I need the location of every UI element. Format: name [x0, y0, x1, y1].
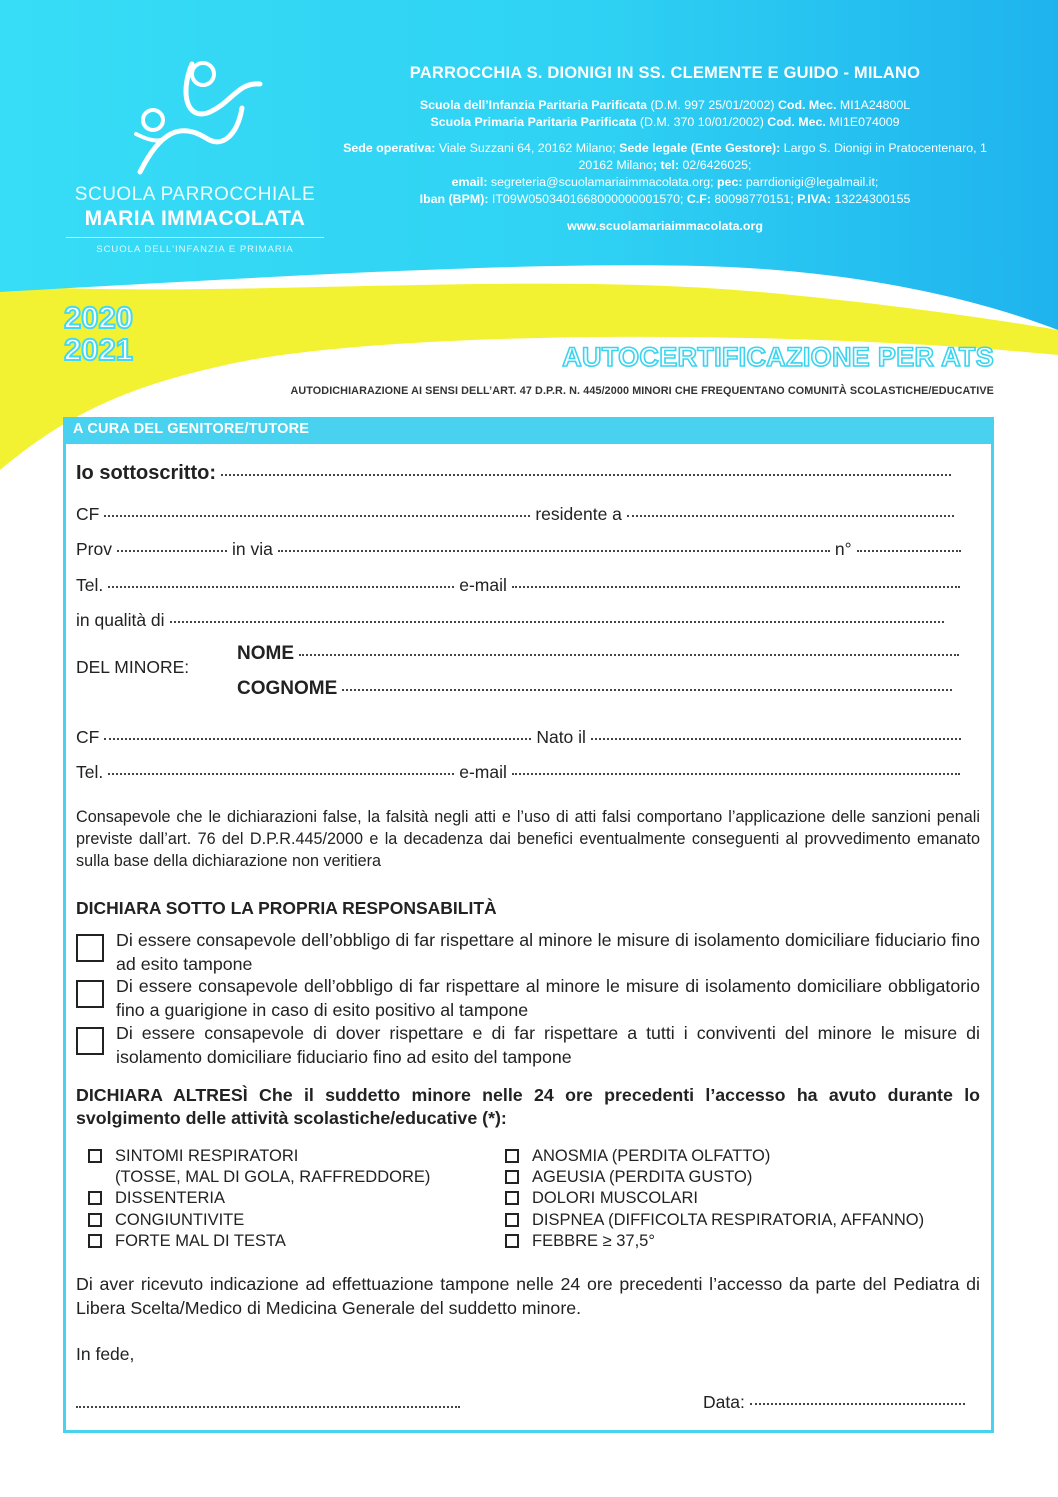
symptom-label: ANOSMIA (PERDITA OLFATTO) [532, 1147, 771, 1165]
document-title: AUTOCERTIFICAZIONE PER ATS [562, 342, 994, 372]
symptom-label: CONGIUNTIVITE [115, 1211, 245, 1229]
pec-value: parrdionigi@legalmail.it; [742, 175, 879, 189]
tel-label: ; tel: [652, 158, 680, 172]
tel-email-row [76, 575, 965, 596]
tel-minore-field[interactable] [108, 771, 454, 775]
signature-field[interactable] [76, 1398, 460, 1408]
dancing-figures-icon [120, 52, 270, 180]
data-label: Data: [703, 1392, 745, 1412]
in-fede-label: In fede, [76, 1344, 135, 1364]
via-field[interactable] [278, 548, 830, 552]
numero-field[interactable] [857, 548, 961, 552]
email-field[interactable] [512, 584, 960, 588]
school-contact-info [340, 64, 990, 233]
sede-operativa-label: Sede operativa: [343, 141, 436, 155]
school-website-link[interactable]: www.scuolamariaimmacolata.org [567, 219, 763, 233]
nome-label: NOME [237, 643, 294, 664]
symptom-checkbox[interactable] [88, 1234, 102, 1248]
email-value: segreteria@scuolamariaimmacolata.org; [487, 175, 717, 189]
infanzia-dm: (D.M. 997 25/01/2002) [647, 98, 778, 112]
sede-legale-label: Sede legale (Ente Gestore): [619, 141, 781, 155]
numero-label: n° [834, 539, 852, 559]
tel-field[interactable] [108, 584, 454, 588]
symptom-forte-mal-di-testa [88, 1231, 286, 1252]
del-minore-label: DEL MINORE: [76, 657, 190, 677]
via-label: in via [231, 539, 273, 559]
dichiara-heading: DICHIARA SOTTO LA PROPRIA RESPONSABILITÀ [76, 898, 497, 918]
cognome-field[interactable] [342, 687, 952, 691]
declaration-1 [76, 928, 980, 976]
school-year [64, 302, 133, 366]
iban-value: IT09W0503401668000000001570; [488, 192, 687, 206]
tampone-paragraph: Di aver ricevuto indicazione ad effettuazione tampone nelle 24 ore precedenti l’accesso da parte del Pediatra di Libera Scelta/Medico di Medicina Generale del suddetto minore. [76, 1274, 980, 1318]
year-line1: 2020 [64, 300, 133, 335]
year-line2: 2021 [64, 332, 133, 367]
symptom-label: AGEUSIA (PERDITA GUSTO) [532, 1168, 753, 1186]
symptom-label: FORTE MAL DI TESTA [115, 1232, 286, 1250]
pec-label: pec: [716, 175, 743, 189]
infanzia-label: Scuola dell’Infanzia Paritaria Parificata [419, 98, 648, 112]
declaration-3-checkbox[interactable] [76, 1027, 104, 1055]
declaration-2-text: Di essere consapevole dell’obbligo di far rispettare al minore le misure di isolamento domiciliare obbligatorio fino a guarigione in caso di esito positivo al tampone [116, 976, 980, 1020]
sottoscritto-row [76, 462, 956, 485]
symptom-dissenteria [88, 1188, 225, 1209]
symptom-label: DISSENTERIA [115, 1189, 226, 1207]
indirizzo-row [76, 539, 966, 560]
symptom-dolori-muscolari [505, 1188, 698, 1209]
sede-operativa: Viale Suzzani 64, 20162 Milano; [435, 141, 620, 155]
tel-label: Tel. [76, 575, 104, 595]
school-logo [60, 52, 330, 255]
symptom-label: SINTOMI RESPIRATORI [115, 1147, 299, 1165]
consapevole-paragraph: Consapevole che le dichiarazioni false, la falsità negli atti e l’uso di atti falsi comportano l’applicazione delle sanzioni penali previste dall’art. 76 del D.P.R.445/2000 e la decadenza dai benefici eventualmente conseguenti al provvedimento emanato sulla base della dichiarazione non veritiera [76, 808, 980, 870]
document-subtitle: AUTODICHIARAZIONE AI SENSI DELL’ART. 47 D.P.R. N. 445/2000 MINORI CHE FREQUENTANO COMUNITÀ SCOLASTICHE/EDUCATIVE [290, 385, 994, 397]
prov-label: Prov [76, 539, 112, 559]
symptom-sub-label: (TOSSE, MAL DI GOLA, RAFFREDDORE) [115, 1168, 431, 1186]
declaration-3-text: Di essere consapevole di dover rispettare e di far rispettare a tutti i conviventi del minore le misure di isolamento domiciliare fiduciario fino ad esito del tampone [116, 1023, 980, 1067]
cod-mec-label: Cod. Mec. [777, 98, 837, 112]
symptom-sintomi-respiratori [88, 1146, 430, 1188]
symptom-checkbox[interactable] [88, 1213, 102, 1227]
dichiara-altresi: DICHIARA ALTRESÌ Che il suddetto minore nelle 24 ore precedenti l’accesso ha avuto durante lo svolgimento delle attività scolastiche/educative (*): [76, 1085, 980, 1128]
declaration-2-checkbox[interactable] [76, 980, 104, 1008]
symptom-dispnea [505, 1210, 924, 1231]
cod-mec-label: Cod. Mec. [767, 115, 826, 129]
school-name-line2: MARIA IMMACOLATA [84, 207, 306, 230]
tel-value: 02/6426025; [679, 158, 752, 172]
symptom-label: DOLORI MUSCOLARI [532, 1189, 698, 1207]
cf-residente-row [76, 504, 959, 525]
data-row [703, 1392, 970, 1413]
school-accreditation [340, 97, 990, 131]
sottoscritto-label: Io sottoscritto: [76, 462, 216, 484]
residente-label: residente a [535, 504, 622, 524]
qualita-row [76, 610, 949, 631]
symptom-label: FEBBRE ≥ 37,5° [532, 1232, 655, 1250]
symptom-checkbox[interactable] [505, 1149, 519, 1163]
cf-minore-label: CF [76, 727, 100, 747]
cognome-label: COGNOME [237, 678, 338, 699]
piva-value: 13224300155 [831, 192, 911, 206]
symptom-checkbox[interactable] [505, 1191, 519, 1205]
symptom-anosmia [505, 1146, 770, 1167]
symptom-congiuntivite [88, 1210, 244, 1231]
symptom-label: DISPNEA (DIFFICOLTA RESPIRATORIA, AFFANNO) [532, 1211, 925, 1229]
form-section-title: A CURA DEL GENITORE/TUTORE [63, 417, 994, 444]
declaration-1-checkbox[interactable] [76, 934, 104, 962]
sottoscritto-field[interactable] [221, 472, 951, 476]
residente-field[interactable] [627, 513, 954, 517]
cf-label: C.F: [686, 192, 711, 206]
nato-il-label: Nato il [536, 727, 586, 747]
email-label: e-mail [459, 575, 507, 595]
cf-field[interactable] [104, 513, 530, 517]
symptom-checkbox[interactable] [88, 1149, 102, 1163]
symptom-checkbox[interactable] [505, 1234, 519, 1248]
nome-row [237, 643, 964, 665]
cf-minore-field[interactable] [104, 736, 531, 740]
prov-field[interactable] [117, 548, 227, 552]
infanzia-code: MI1A24800L [836, 98, 911, 112]
symptom-checkbox[interactable] [88, 1191, 102, 1205]
cognome-row [237, 678, 957, 700]
piva-label: P.IVA: [797, 192, 832, 206]
symptom-checkbox[interactable] [505, 1213, 519, 1227]
parish-name: PARROCCHIA S. DIONIGI IN SS. CLEMENTE E GUIDO - MILANO [409, 64, 921, 82]
cf-label: CF [76, 504, 100, 524]
primaria-dm: (D.M. 370 10/01/2002) [636, 115, 768, 129]
iban-label: Iban (BPM): [419, 192, 489, 206]
email-label: email: [451, 175, 488, 189]
declaration-3 [76, 1021, 980, 1069]
data-field[interactable] [750, 1401, 965, 1405]
del-minore-label-row [76, 657, 189, 678]
primaria-label: Scuola Primaria Paritaria Parificata [430, 115, 637, 129]
symptom-ageusia [505, 1167, 752, 1188]
primaria-code: MI1E074009 [825, 115, 900, 129]
symptom-febbre [505, 1231, 655, 1252]
cf-nato-row [76, 727, 966, 748]
email-minore-label: e-mail [459, 762, 507, 782]
email-minore-field[interactable] [512, 771, 960, 775]
school-name-line3: SCUOLA DELL'INFANZIA E PRIMARIA [96, 244, 294, 255]
declaration-2 [76, 974, 980, 1022]
school-name-line1: SCUOLA PARROCCHIALE [74, 184, 316, 205]
cf-value: 80098770151; [710, 192, 798, 206]
tel-email-minore-row [76, 762, 965, 783]
nome-field[interactable] [299, 652, 959, 656]
qualita-field[interactable] [170, 619, 944, 623]
tel-minore-label: Tel. [76, 762, 104, 782]
in-fede-row [76, 1344, 134, 1365]
school-addresses [340, 140, 990, 208]
symptom-checkbox[interactable] [505, 1170, 519, 1184]
declaration-1-text: Di essere consapevole dell’obbligo di far rispettare al minore le misure di isolamento domiciliare fiduciario fino ad esito tampone [116, 930, 980, 974]
logo-divider [66, 237, 324, 238]
qualita-label: in qualità di [76, 610, 165, 630]
nato-il-field[interactable] [591, 736, 961, 740]
sede-legale: Largo S. Dionigi in Pratocentenaro, 1 20162 Milano [578, 141, 987, 172]
